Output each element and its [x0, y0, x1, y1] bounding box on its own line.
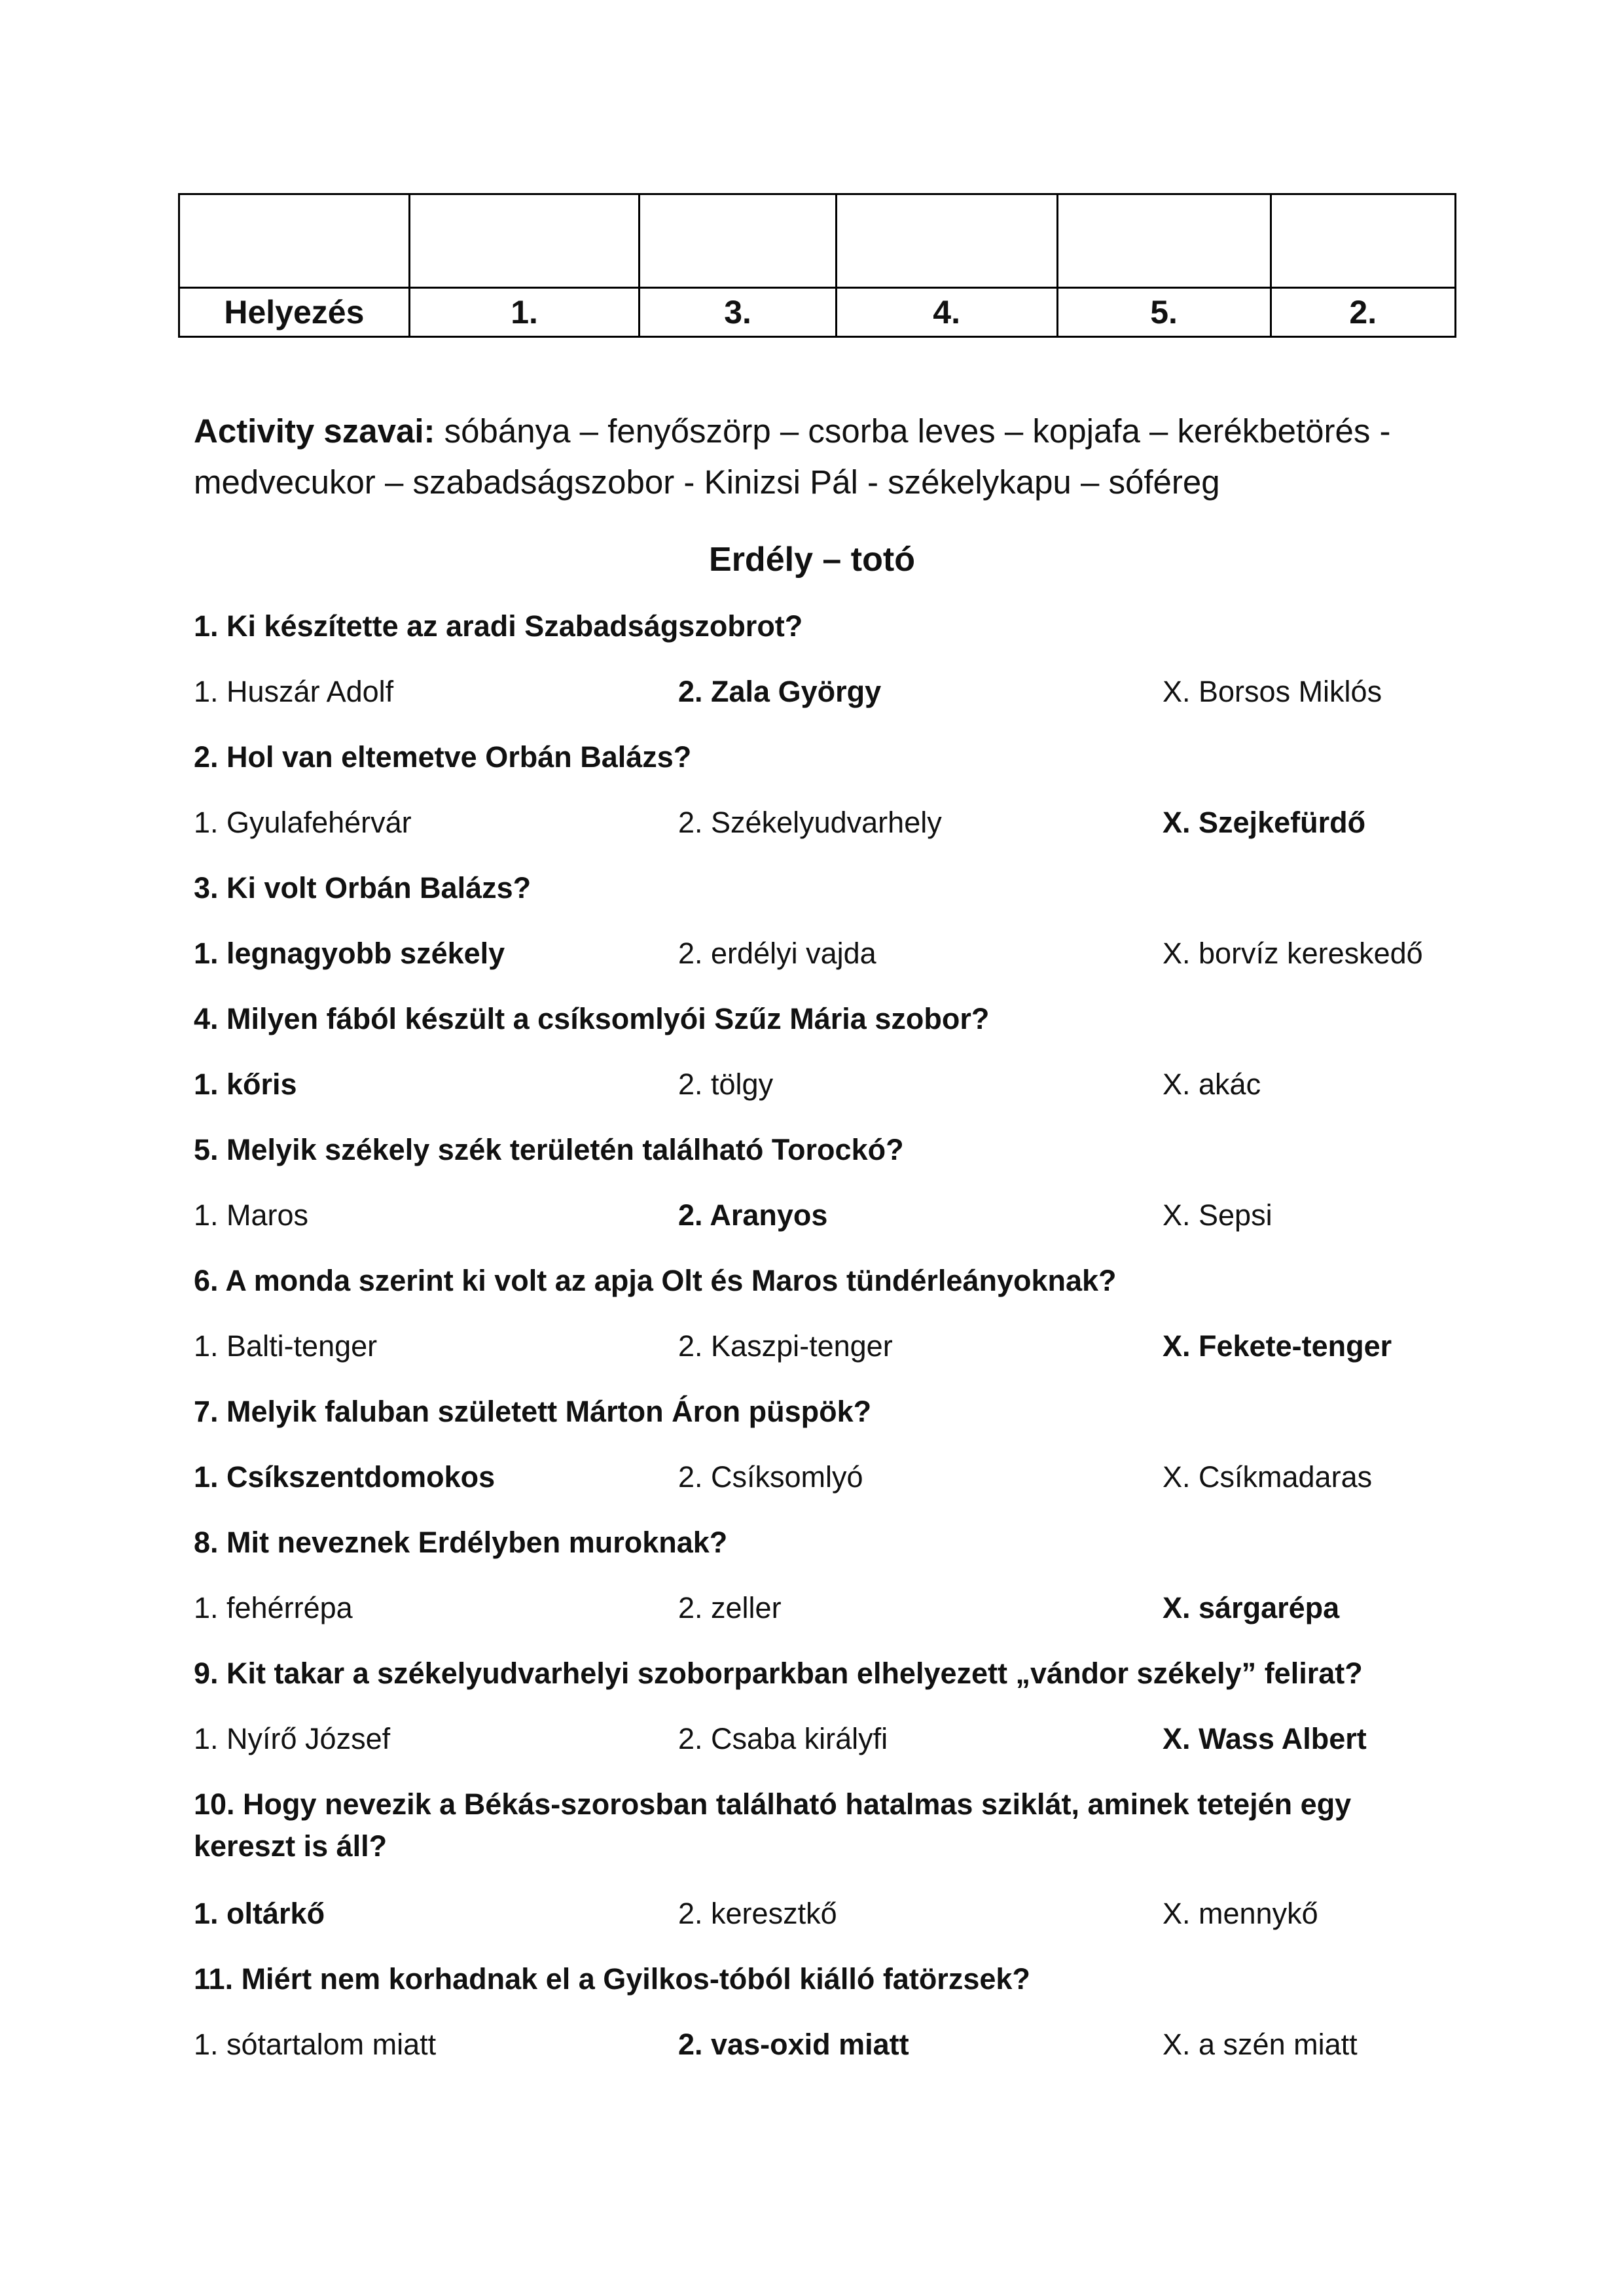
quiz-answer-correct: X. Szejkefürdő: [1163, 806, 1366, 839]
quiz-answer-correct: 1. legnagyobb székely: [194, 937, 505, 970]
quiz-answer: X. borvíz kereskedő: [1163, 937, 1423, 970]
quiz-answer: X. akác: [1163, 1067, 1261, 1101]
quiz-answer-correct: X. Fekete-tenger: [1163, 1329, 1392, 1363]
placement-cell: 3.: [640, 288, 836, 337]
quiz-answer: 1. sótartalom miatt: [194, 2028, 437, 2061]
quiz-question: 9. Kit takar a székelyudvarhelyi szoborparkban elhelyezett „vándor székely” felirat?: [194, 1657, 1363, 1690]
placement-cell: 4.: [836, 288, 1057, 337]
activity-words: sóbánya – fenyőszörp – csorba leves – kopjafa – kerékbetörés - medvecukor – szabadságszobor - Kinizsi Pál - székelykapu – sóféreg: [194, 412, 1391, 501]
quiz-answer: 2. Kaszpi-tenger: [678, 1329, 893, 1363]
placement-header-cell: Helyezés: [179, 288, 410, 337]
quiz-answer: 1. Gyulafehérvár: [194, 806, 412, 839]
table-cell: [179, 194, 410, 288]
placement-cell: 2.: [1271, 288, 1455, 337]
quiz-answer: 2. keresztkő: [678, 1897, 837, 1930]
quiz-answer: 1. fehérrépa: [194, 1591, 353, 1624]
quiz-answer-correct: 2. vas-oxid miatt: [678, 2028, 909, 2061]
quiz-answer-correct: 1. Csíkszentdomokos: [194, 1460, 496, 1494]
quiz-question: 5. Melyik székely szék területén található Torockó?: [194, 1133, 904, 1166]
activity-words-paragraph: [194, 406, 1451, 508]
quiz-answer: 1. Huszár Adolf: [194, 675, 394, 708]
quiz-answer: X. Sepsi: [1163, 1198, 1272, 1232]
quiz-question: 3. Ki volt Orbán Balázs?: [194, 871, 532, 905]
quiz-question: 11. Miért nem korhadnak el a Gyilkos-tóból kiálló fatörzsek?: [194, 1962, 1030, 1996]
placement-table: [178, 193, 1456, 338]
quiz-answer: X. a szén miatt: [1163, 2028, 1358, 2061]
quiz-question: 8. Mit neveznek Erdélyben muroknak?: [194, 1526, 728, 1559]
table-cell: [409, 194, 640, 288]
table-cell: [640, 194, 836, 288]
activity-label: Activity szavai:: [194, 412, 435, 450]
quiz-answer-correct: 1. oltárkő: [194, 1897, 325, 1930]
quiz-answer: X. Borsos Miklós: [1163, 675, 1382, 708]
quiz-question: 1. Ki készítette az aradi Szabadságszobrot?: [194, 609, 803, 643]
quiz-question: 4. Milyen fából készült a csíksomlyói Szűz Mária szobor?: [194, 1002, 990, 1035]
quiz-answer-correct: 2. Aranyos: [678, 1198, 828, 1232]
quiz-answer: 1. Balti-tenger: [194, 1329, 378, 1363]
quiz-answer-correct: 2. Zala György: [678, 675, 882, 708]
quiz-answer: 2. Csíksomlyó: [678, 1460, 863, 1494]
table-cell: [836, 194, 1057, 288]
quiz-answer: 1. Nyírő József: [194, 1722, 391, 1755]
quiz-question: 2. Hol van eltemetve Orbán Balázs?: [194, 740, 692, 774]
quiz-question: 10. Hogy nevezik a Békás-szorosban található hatalmas sziklát, aminek tetején egy kereszt is áll?: [194, 1787, 1352, 1863]
quiz-answer-correct: X. Wass Albert: [1163, 1722, 1367, 1755]
quiz-answer: 2. Székelyudvarhely: [678, 806, 942, 839]
quiz-answer: 2. tölgy: [678, 1067, 774, 1101]
quiz-answer: 2. Csaba királyfi: [678, 1722, 888, 1755]
quiz-answer: X. mennykő: [1163, 1897, 1318, 1930]
placement-cell: 5.: [1057, 288, 1271, 337]
placement-row: [179, 288, 1456, 337]
table-cell: [1057, 194, 1271, 288]
table-cell: [1271, 194, 1455, 288]
quiz-answer-correct: 1. kőris: [194, 1067, 297, 1101]
quiz-question: 6. A monda szerint ki volt az apja Olt és Maros tündérleányoknak?: [194, 1264, 1117, 1297]
quiz-question: 7. Melyik faluban született Márton Áron püspök?: [194, 1395, 872, 1428]
quiz-answer: X. Csíkmadaras: [1163, 1460, 1373, 1494]
quiz-answer-correct: X. sárgarépa: [1163, 1591, 1340, 1624]
quiz-answer: 2. zeller: [678, 1591, 782, 1624]
quiz-title: Erdély – totó: [709, 541, 915, 579]
quiz-answer: 1. Maros: [194, 1198, 309, 1232]
quiz-answer: 2. erdélyi vajda: [678, 937, 876, 970]
placement-cell: 1.: [409, 288, 640, 337]
team-name-row: [179, 194, 1456, 288]
